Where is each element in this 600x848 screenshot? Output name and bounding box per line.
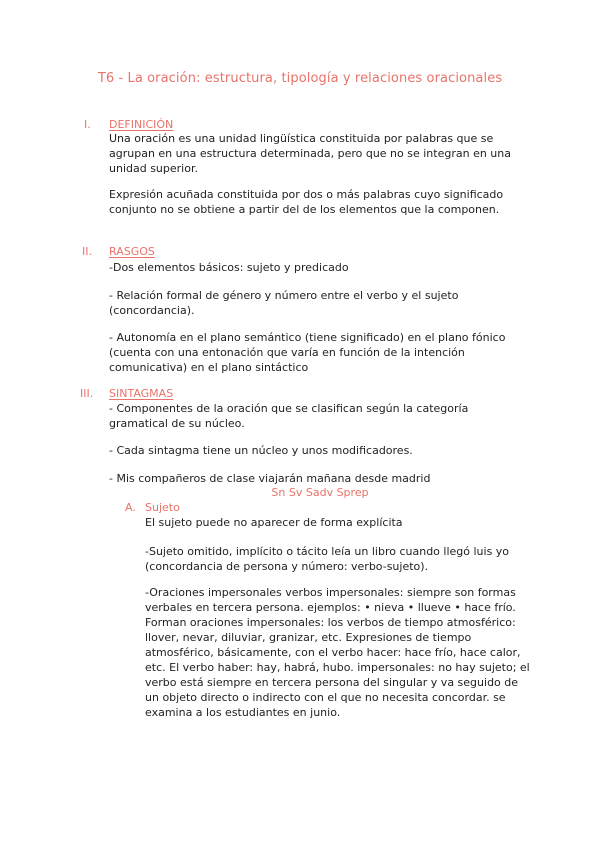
subsection-letter-a: A. [125, 501, 136, 514]
section-numeral-3: III. [80, 387, 94, 400]
sintagmas-example-sentence: - Mis compañeros de clase viajarán mañana desde madrid [109, 472, 431, 485]
section-numeral-1: I. [84, 118, 91, 131]
document-title: T6 - La oración: estructura, tipología y relaciones oracionales [97, 71, 503, 86]
sujeto-paragraph-3: -Oraciones impersonales verbos impersonales: siempre son formas verbales en tercera persona. ejemplos: • nieva • llueve • hace frío. Forman oraciones impersonales: los verbos de tiempo atmosférico: llover, nevar, diluviar, granizar, etc. Expresiones de tiempo atmosférico, básicamente, con el verbo hacer: hace frío, hace calor, etc. El verbo haber: hay, habrá, hubo. impersonales: no hay sujeto; el verbo está siempre en tercera persona del singular y va seguido de un objeto directo o indirecto con el que no necesita concordar. se examina a los estudiantes en junio. [145, 586, 530, 719]
rasgos-paragraph-3: - Autonomía en el plano semántico (tiene significado) en el plano fónico (cuenta con una entonación que varía en función de la intención comunicativa) en el plano sintáctico [109, 331, 506, 374]
definicion-paragraph-2: Expresión acuñada constituida por dos o más palabras cuyo significado conjunto no se obtiene a partir del de los elementos que la componen. [109, 188, 504, 216]
section-heading-rasgos: RASGOS [109, 245, 155, 258]
sujeto-paragraph-2: -Sujeto omitido, implícito o tácito leía un libro cuando llegó luis yo (concordancia de persona y número: verbo-sujeto). [145, 545, 510, 573]
sintagmas-paragraph-1: - Componentes de la oración que se clasifican según la categoría gramatical de su núcleo. [109, 402, 469, 430]
sintagmas-example-labels: Sn Sv Sadv Sprep [271, 486, 369, 499]
section-heading-sintagmas: SINTAGMAS [109, 387, 174, 400]
section-heading-definicion: DEFINICIÓN [109, 118, 174, 131]
sujeto-paragraph-1: El sujeto puede no aparecer de forma explícita [145, 516, 403, 529]
sintagmas-paragraph-2: - Cada sintagma tiene un núcleo y unos modificadores. [109, 444, 413, 457]
rasgos-paragraph-1: -Dos elementos básicos: sujeto y predicado [109, 261, 349, 274]
subsection-title-sujeto: Sujeto [145, 501, 180, 514]
section-numeral-2: II. [82, 245, 92, 258]
rasgos-paragraph-2: - Relación formal de género y número entre el verbo y el sujeto (concordancia). [109, 289, 459, 317]
definicion-paragraph-1: Una oración es una unidad lingüística constituida por palabras que se agrupan en una estructura determinada, pero que no se integran en una unidad superior. [109, 132, 511, 175]
